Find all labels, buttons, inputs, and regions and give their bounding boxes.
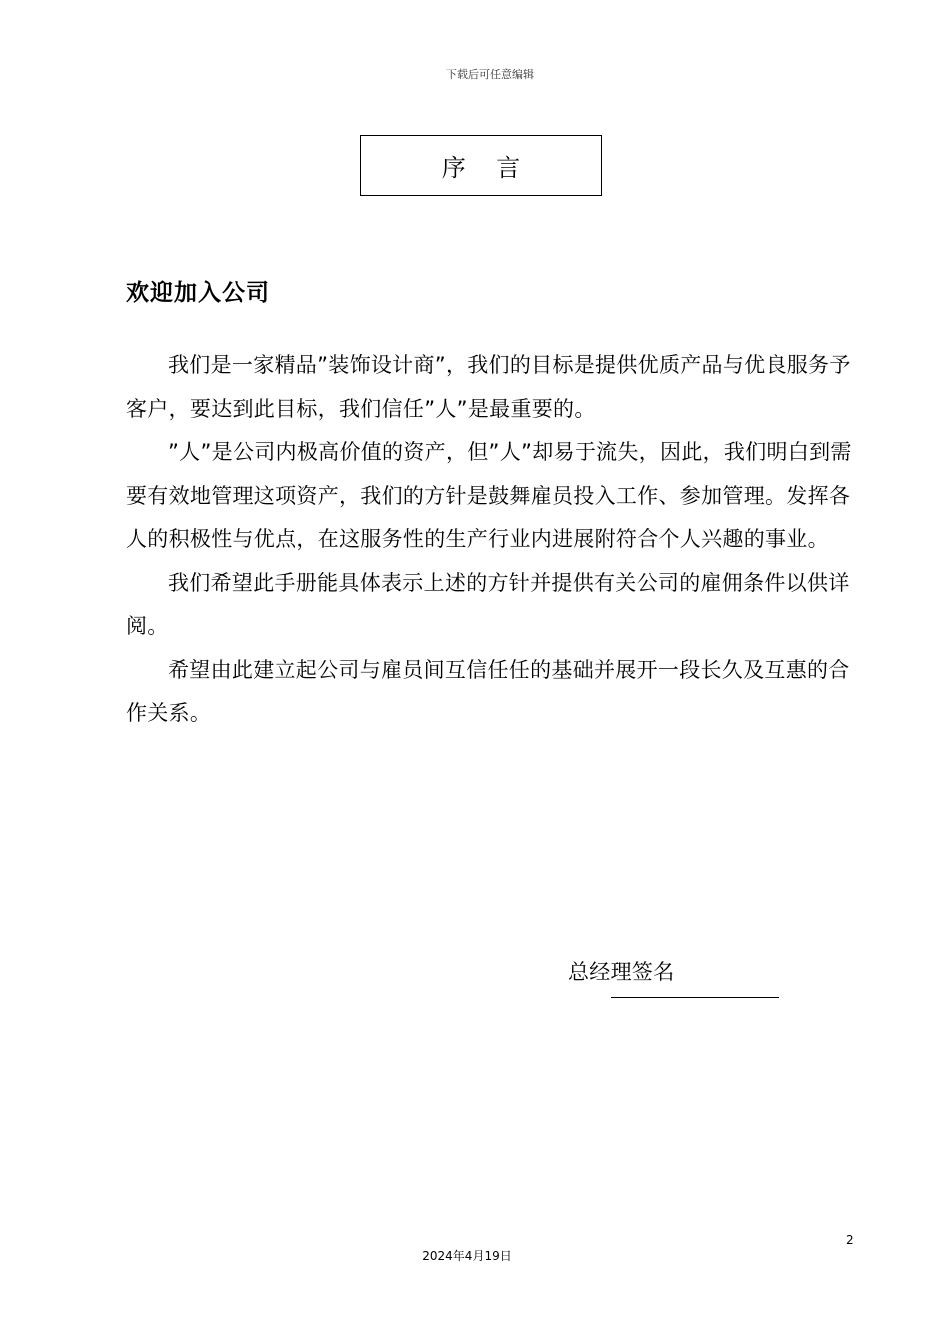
paragraph: ”人”是公司内极高价值的资产，但”人”却易于流失，因此，我们明白到需要有效地管理这项资产，我们的方针是鼓舞雇员投入工作、参加管理。发挥各人的积极性与优点，在这服务性的生产行业内进展附符合个人兴趣的事业。: [126, 440, 852, 551]
header-note: 下载后可任意编辑: [446, 68, 534, 81]
section-heading: 欢迎加入公司: [126, 280, 270, 306]
paragraph: 希望由此建立起公司与雇员间互信任任的基础并展开一段长久及互惠的合作关系。: [126, 657, 850, 725]
signature-label: 总经理签名: [568, 960, 675, 984]
page-number: 2: [846, 1233, 854, 1247]
page-title: 序 言: [441, 154, 521, 182]
title-box: [360, 135, 602, 196]
paragraph: 我们是一家精品”装饰设计商”，我们的目标是提供优质产品与优良服务予客户，要达到此目标，我们信任”人”是最重要的。: [126, 353, 851, 421]
paragraph: 我们希望此手册能具体表示上述的方针并提供有关公司的雇佣条件以供详阅。: [126, 570, 850, 638]
body-text: [126, 344, 856, 736]
footer-date: 2024年4月19日: [422, 1249, 512, 1263]
signature-line: [611, 997, 779, 998]
